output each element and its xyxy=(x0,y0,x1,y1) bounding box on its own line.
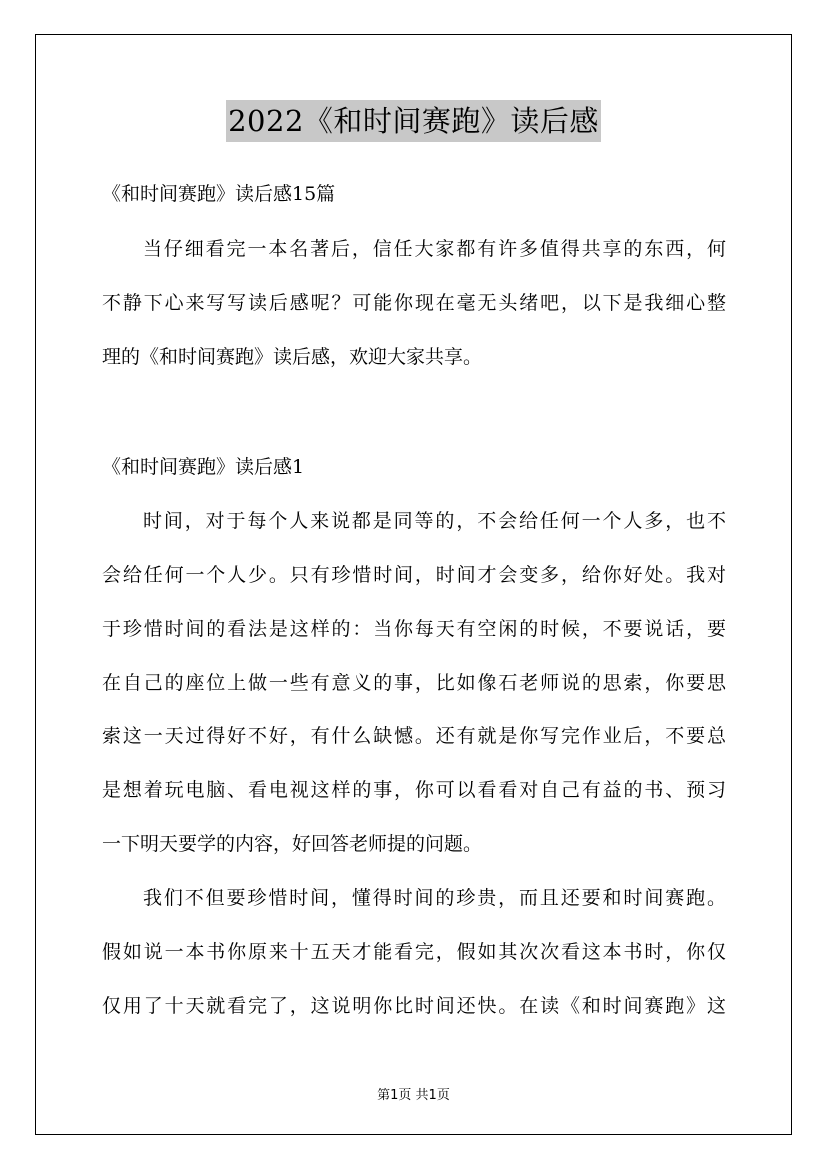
para1-line: 时间，对于每个人来说都是同等的，不会给任何一个人多，也不 xyxy=(143,510,726,532)
para1-line: 一下明天要学的内容，好回答老师提的问题。 xyxy=(102,833,483,855)
para1-line: 会给任何一个人少。只有珍惜时间，时间才会变多，给你好处。我对 xyxy=(102,564,726,586)
para2-line: 仅用了十天就看完了，这说明你比时间还快。在读《和时间赛跑》这 xyxy=(102,995,726,1017)
document-title: 2022《和时间赛跑》读后感 xyxy=(226,100,601,142)
intro-line: 不静下心来写写读后感呢？可能你现在毫无头绪吧，以下是我细心整 xyxy=(102,292,726,314)
intro-line: 当仔细看完一本名著后，信任大家都有许多值得共享的东西，何 xyxy=(143,238,726,260)
document-subtitle: 《和时间赛跑》读后感15篇 xyxy=(102,183,336,205)
para1-line: 索这一天过得好不好，有什么缺憾。还有就是你写完作业后，不要总 xyxy=(102,725,726,747)
para2-line: 假如说一本书你原来十五天才能看完，假如其次次看这本书时，你仅 xyxy=(102,941,726,963)
para1-line: 在自己的座位上做一些有意义的事，比如像石老师说的思索，你要思 xyxy=(102,672,726,694)
para1-line: 是想着玩电脑、看电视这样的事，你可以看看对自己有益的书、预习 xyxy=(102,779,726,801)
title-container xyxy=(0,100,827,142)
para2-line: 我们不但要珍惜时间，懂得时间的珍贵，而且还要和时间赛跑。 xyxy=(143,887,726,909)
para1-line: 于珍惜时间的看法是这样的：当你每天有空闲的时候，不要说话，要 xyxy=(102,618,726,640)
intro-line: 理的《和时间赛跑》读后感，欢迎大家共享。 xyxy=(102,346,483,368)
page-footer: 第1页 共1页 xyxy=(377,1088,450,1103)
section-heading: 《和时间赛跑》读后感1 xyxy=(102,456,305,478)
